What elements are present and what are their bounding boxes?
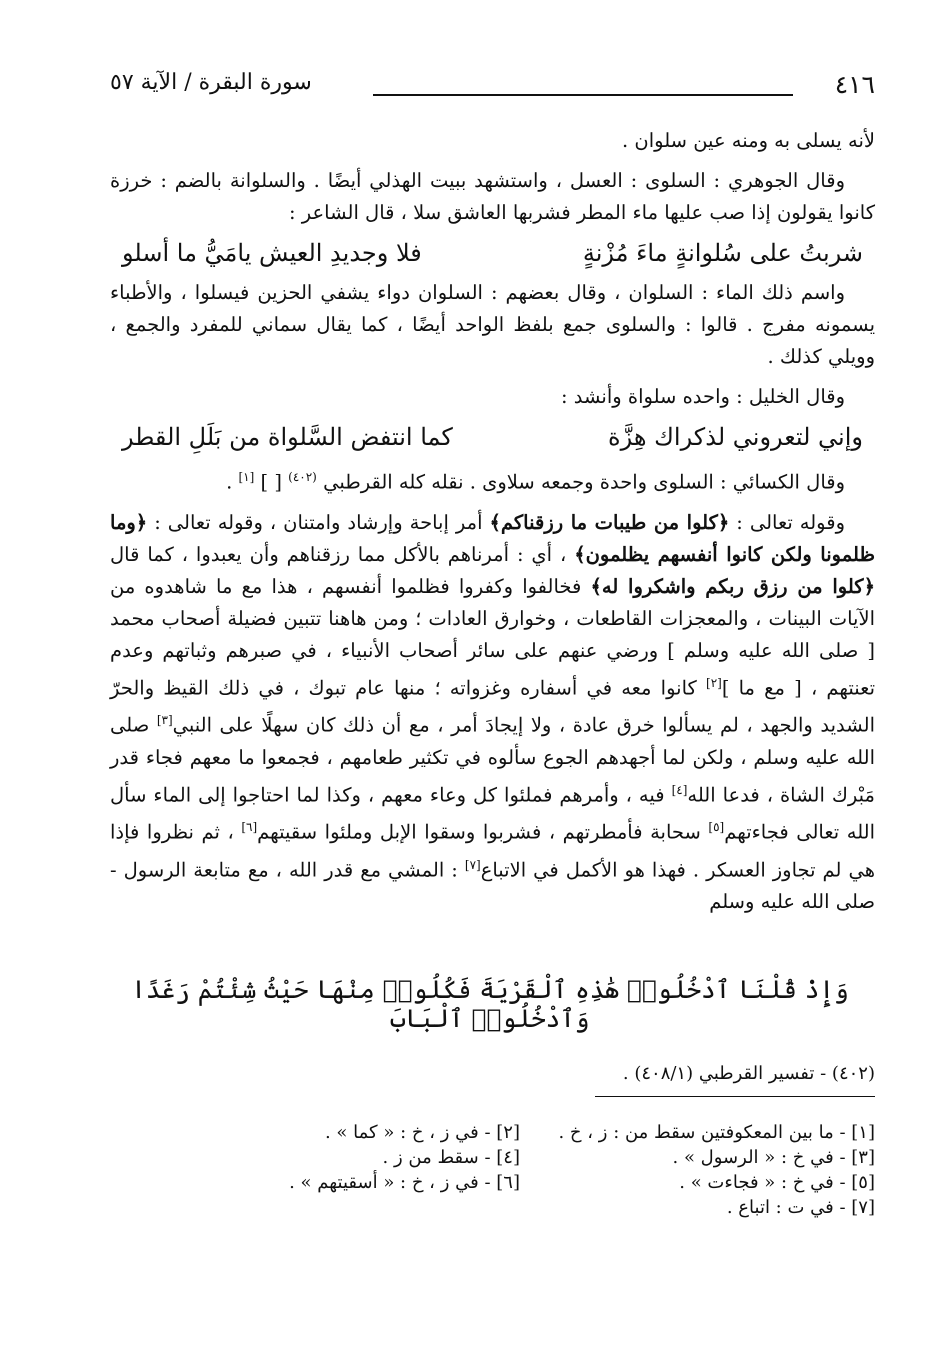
footnote-row (110, 1195, 875, 1220)
reference-number: (٤٠٢) (288, 470, 317, 484)
paragraph: لأنه يسلى به ومنه عين سلوان . (622, 129, 875, 152)
footnote-marker: [٧] (464, 857, 481, 872)
surah-title: سورة البقرة / الآية ٥٧ (110, 70, 312, 95)
body-text (110, 125, 875, 926)
text-run: فخالفوا وكفروا فظلموا أنفسهم ، هذا مع ما شاهدوه من الآيات البينات ، والمعجزات القاطعات ، وخوارق العادات ؛ ومن هاهنا تتبين فضيلة أصحاب محمد [ صلى الله عليه وسلم ] ورضي عنهم على سائر أصحاب الأنبياء ، في صبرهم وثباتهم وعدم تعنتهم ، [ مع ما ] (110, 574, 875, 699)
footnote-marker: [٢] (706, 675, 722, 690)
page-number: ٤١٦ (834, 70, 875, 99)
text-run: صلى الله عليه وسلم ، ولكن لما أجهدهم الجوع سألوه في تكثير طعامهم ، فجمعوا ما معهم فجاء قدر مَبْرك الشاة ، فدعا الله (110, 713, 875, 806)
footnote-marker: [٦] (241, 820, 258, 834)
quran-verse: وَإِذْ قُلْنَا ٱدْخُلُوا۟ هَٰذِهِ ٱلْقَرْيَةَ فَكُلُوا۟ مِنْهَا حَيْثُ شِئْتُمْ رَغَدًا وَٱدْخُلُوا۟ ٱلْبَابَ (131, 975, 849, 1033)
header-rule (373, 94, 793, 96)
footnote-marker: [٥] (708, 820, 725, 834)
quran-quote: ﴿كلوا من طيبات ما رزقناكم﴾ (489, 510, 730, 534)
paragraph: واسم ذلك الماء : السلوان ، وقال بعضهم : السلوان دواء يشفي الحزين فيسلوا ، والأطباء يسمونه مفرج . قالوا : والسلوى جمع بلفظ الواحد أيضًا ، كما يقال سماني للمفرد والجمع ، وويلي كذلك . (110, 281, 875, 368)
text-run: وقوله تعالى : (729, 510, 845, 534)
footnote: [٣] - في خ : « الرسول » . (672, 1147, 875, 1168)
quran-quote: ﴿كلوا من رزق ربكم واشكروا له﴾ (590, 574, 875, 598)
paragraph (110, 507, 875, 919)
footnote: [٦] - في ز ، خ : « أسقيتهم » . (289, 1172, 520, 1193)
reference-footnote: (٤٠٢) - تفسير القرطبي (٤٠٨/١) . (622, 1063, 875, 1084)
text-run: : المشي مع قدر الله ، مع متابعة الرسول - صلى الله عليه وسلم (110, 858, 875, 913)
verse-hemistich: وإني لتعروني لذكراك هِزَّة (608, 423, 863, 451)
paragraph: وقال الخليل : واحده سلواة وأنشد : (561, 385, 845, 408)
paragraph: وقال الجوهري : السلوى : العسل ، واستشهد ببيت الهذلي أيضًا . والسلوانة بالضم : خرزة كانوا يقولون إذا صب عليها ماء المطر فشربها العاشق سلا ، قال الشاعر : (110, 169, 875, 224)
poetry-verse (110, 237, 875, 269)
text-run: سحابة فأمطرتهم ، فشربوا وسقوا الإبل وملئوا سقيتهم (257, 820, 709, 844)
footnotes (110, 1120, 875, 1220)
footnote-marker: [١] (238, 470, 255, 484)
footnote-row (110, 1145, 875, 1170)
footnote: [٤] - سقط من ز . (382, 1147, 520, 1168)
text-run: [ ] (260, 470, 282, 494)
footnote-rule (595, 1096, 875, 1097)
text-run: أمر إباحة وإرشاد وامتنان ، وقوله تعالى : (147, 510, 490, 534)
verse-hemistich: فلا وجديدِ العيش يامَيُّ ما أسلو (122, 239, 422, 267)
footnote-row (110, 1170, 875, 1195)
text-run: كانوا معه في أسفاره وغزواته ؛ منها عام تبوك ، في ذلك القيظ والحرّ الشديد والجهد ، لم يسألوا خرق عادة ، ولا إيجادَ أمر ، مع أن ذلك كان سهلًا على النبي (110, 676, 875, 737)
verse-hemistich: شربتُ على سُلوانةٍ ماءَ مُزْنةٍ (582, 239, 863, 267)
footnote-marker: [٣] (156, 713, 173, 727)
text-run: ، ثم نظروا فإذا هي لم تجاوز العسكر . فهذا هو الأكمل في الاتباع (110, 820, 876, 881)
quran-quote: ﴿وما ظلمونا ولكن كانوا أنفسهم يظلمون﴾ (110, 510, 875, 566)
footnote: [٢] - في ز ، خ : « كما » . (324, 1122, 520, 1143)
page-header (110, 70, 875, 110)
footnote-marker: [٤] (671, 782, 688, 797)
verse-hemistich: كما انتفض السَّلواة من بَلَلِ القطر (122, 423, 453, 451)
footnote-row (110, 1120, 875, 1145)
footnote: [٧] - في ت : اتباع . (726, 1197, 875, 1218)
poetry-verse (110, 421, 875, 453)
footnote: [٥] - في خ : « فجاءت » . (679, 1172, 875, 1193)
text-run: فيه ، وأمرهم فملئوا كل وعاء معهم ، وكذا لما احتاجوا إلى الماء سأل الله تعالى فجاءتهم (110, 783, 876, 844)
footnote: [١] - ما بين المعكوفتين سقط من : ز ، خ . (558, 1122, 875, 1143)
text-run: وقال الكسائي : السلوى واحدة وجمعه سلاوى . نقله كله القرطبي (323, 470, 845, 494)
text-run: . (226, 470, 233, 494)
text-run: ، أي : أمرناهم بالأكل مما رزقناهم وأن يعبدوا ، كما قال (110, 542, 575, 566)
paragraph (110, 461, 875, 499)
